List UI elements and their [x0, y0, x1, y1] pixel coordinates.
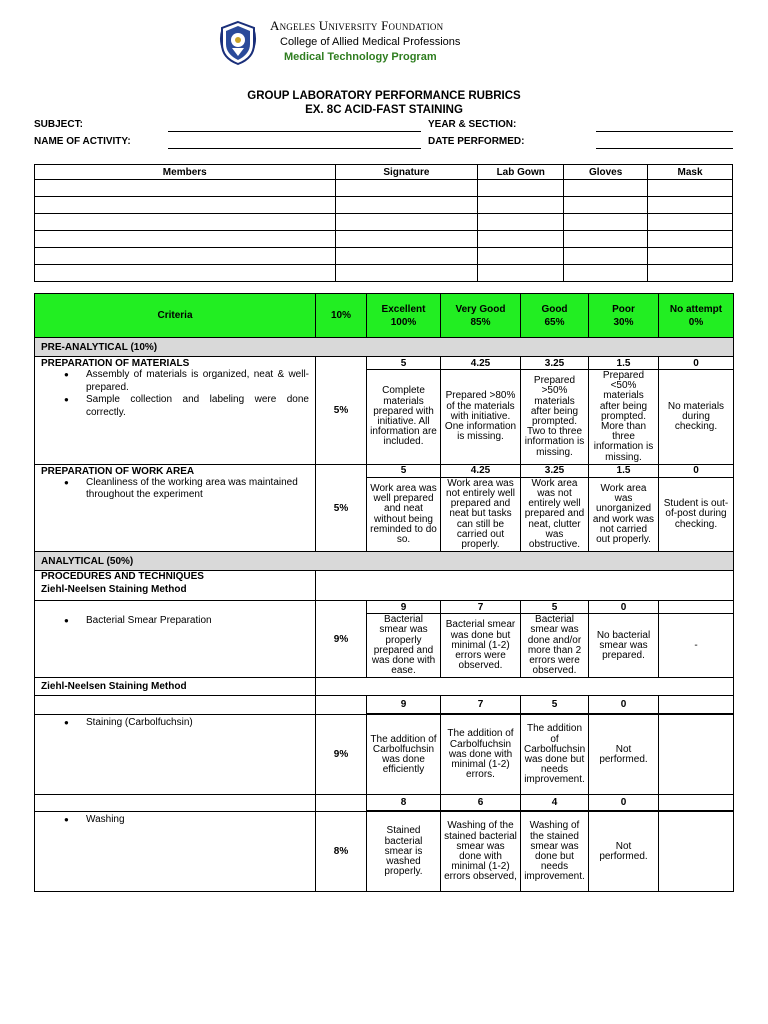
procedures-heading: PROCEDURES AND TECHNIQUES Ziehl-Neelsen Staining Method: [35, 571, 316, 601]
signature-cell[interactable]: [335, 180, 478, 197]
smear-criteria: [35, 601, 316, 678]
description-cell: The addition of Carbolfuchsin was done efficiently: [367, 715, 441, 795]
table-row: [35, 571, 734, 601]
description-cell: Stained bacterial smear is washed properly.: [367, 812, 441, 892]
blank-cell: [316, 571, 734, 601]
description-cell: Washing of the stained bacterial smear was done with minimal (1-2) errors observed,: [441, 812, 521, 892]
description-cell: Washing of the stained smear was done but needs improvement.: [521, 812, 589, 892]
table-row: [35, 180, 733, 197]
score-cell: [659, 601, 734, 614]
program-name: Medical Technology Program: [284, 51, 437, 63]
mask-cell[interactable]: [648, 248, 733, 265]
subject-label: SUBJECT:: [34, 119, 83, 130]
washing-bullet-cell: [35, 812, 316, 892]
table-row: [35, 812, 734, 892]
staining-bullet-cell: [35, 715, 316, 795]
score-cell: 4.25: [441, 464, 521, 477]
excellent-header: Excellent 100%: [367, 294, 441, 338]
member-cell[interactable]: [35, 231, 336, 248]
description-cell: Student is out-of-post during checking.: [659, 477, 734, 551]
work-area-criteria: PREPARATION OF WORK AREA ● Cleanliness of the working area was maintained throughout the experiment: [35, 464, 316, 551]
description-cell: Not performed.: [589, 715, 659, 795]
table-row: [35, 231, 733, 248]
signature-cell[interactable]: [335, 214, 478, 231]
washing-weight: 8%: [316, 812, 367, 892]
score-cell: 8: [367, 795, 441, 811]
score-cell: 5: [367, 464, 441, 477]
score-cell: [659, 696, 734, 714]
member-cell[interactable]: [35, 214, 336, 231]
member-cell[interactable]: [35, 197, 336, 214]
gloves-cell[interactable]: [564, 197, 648, 214]
member-cell[interactable]: [35, 265, 336, 282]
member-cell[interactable]: [35, 180, 336, 197]
score-cell: 0: [659, 357, 734, 370]
header-text: [270, 18, 530, 63]
gloves-cell[interactable]: [564, 248, 648, 265]
description-cell: Work area was not entirely well prepared and neat, clutter was obstructive.: [521, 477, 589, 551]
table-row: [35, 464, 734, 477]
table-row: [35, 265, 733, 282]
description-cell: Bacterial smear was done and/or more than 2 errors were observed.: [521, 614, 589, 678]
materials-criteria: PREPARATION OF MATERIALS ● Assembly of materials is organized, neat & well-prepared. ● Sample collection and labeling were done correctly.: [35, 357, 316, 465]
gloves-cell[interactable]: [564, 180, 648, 197]
blank-cell: [316, 678, 734, 696]
title-line-1: GROUP LABORATORY PERFORMANCE RUBRICS: [247, 90, 521, 102]
list-item: ● Assembly of materials is organized, neat & well-prepared.: [41, 369, 309, 394]
very-good-header: Very Good 85%: [441, 294, 521, 338]
table-row: [35, 715, 734, 795]
table-row: [35, 678, 734, 696]
score-cell: 3.25: [521, 464, 589, 477]
description-cell: -: [659, 614, 734, 678]
blank-cell: [316, 795, 367, 812]
table-row: [35, 197, 733, 214]
description-cell: Bacterial smear was properly prepared and was done with ease.: [367, 614, 441, 678]
score-cell: 4: [521, 795, 589, 811]
score-cell: 0: [589, 601, 659, 614]
date-performed-label: DATE PERFORMED:: [428, 136, 525, 147]
section-row: [35, 338, 734, 357]
no-attempt-header: No attempt 0%: [659, 294, 734, 338]
score-cell: 1.5: [589, 357, 659, 370]
table-row: [35, 214, 733, 231]
criteria-header: Criteria: [35, 294, 316, 338]
lab-gown-col-header: Lab Gown: [478, 165, 564, 180]
list-item: ● Sample collection and labeling were done correctly.: [41, 394, 309, 419]
year-section-field[interactable]: [596, 131, 733, 132]
method-heading: Ziehl-Neelsen Staining Method: [35, 678, 316, 696]
table-row: [35, 696, 734, 714]
description-cell: The addition of Carbolfuchsin was done with minimal (1-2) errors.: [441, 715, 521, 795]
list-item: ● Bacterial Smear Preparation: [41, 615, 309, 628]
description-cell: No materials during checking.: [659, 370, 734, 465]
member-cell[interactable]: [35, 248, 336, 265]
table-row: [35, 601, 734, 614]
gloves-cell[interactable]: [564, 214, 648, 231]
washing-criteria: [35, 795, 316, 812]
score-cell: 9: [367, 601, 441, 614]
members-header-row: [35, 165, 733, 180]
gloves-col-header: Gloves: [564, 165, 648, 180]
pre-analytical-label: PRE-ANALYTICAL (10%): [35, 338, 734, 357]
description-cell: [659, 715, 734, 795]
list-item: ● Cleanliness of the working area was maintained throughout the experiment: [41, 477, 309, 502]
section-row: [35, 552, 734, 571]
rubric-table: [34, 293, 734, 892]
score-cell: 3.25: [521, 357, 589, 370]
lab-gown-cell[interactable]: [478, 214, 564, 231]
materials-weight: 5%: [316, 357, 367, 465]
signature-cell[interactable]: [335, 248, 478, 265]
signature-cell[interactable]: [335, 231, 478, 248]
score-cell: 9: [367, 696, 441, 714]
mask-cell[interactable]: [648, 265, 733, 282]
score-cell: 4.25: [441, 357, 521, 370]
document-header: [0, 18, 768, 70]
mask-col-header: Mask: [648, 165, 733, 180]
gloves-cell[interactable]: [564, 265, 648, 282]
score-cell: 6: [441, 795, 521, 811]
institution-name: Angeles University Foundation: [270, 18, 444, 33]
document-title: [0, 89, 768, 117]
blank-cell: [316, 696, 367, 715]
activity-label: NAME OF ACTIVITY:: [34, 136, 131, 147]
mask-cell[interactable]: [648, 214, 733, 231]
description-cell: Work area was unorganized and work was not carried out properly.: [589, 477, 659, 551]
description-cell: Prepared >80% of the materials with initiative. One information is missing.: [441, 370, 521, 465]
list-item: ● Washing: [41, 814, 309, 827]
description-cell: Prepared >50% materials after being prompted. Two to three information is missing.: [521, 370, 589, 465]
signature-cell[interactable]: [335, 265, 478, 282]
smear-weight: 9%: [316, 601, 367, 678]
activity-field[interactable]: [168, 148, 421, 149]
score-cell: 5: [521, 696, 589, 714]
lab-gown-cell[interactable]: [478, 197, 564, 214]
gloves-cell[interactable]: [564, 231, 648, 248]
score-cell: 0: [589, 795, 659, 811]
list-item: ● Staining (Carbolfuchsin): [41, 717, 309, 730]
mask-cell[interactable]: [648, 197, 733, 214]
score-cell: 7: [441, 696, 521, 714]
staining-weight: 9%: [316, 715, 367, 795]
lab-gown-cell[interactable]: [478, 180, 564, 197]
description-cell: Complete materials prepared with initiative. All information are included.: [367, 370, 441, 465]
mask-cell[interactable]: [648, 231, 733, 248]
description-cell: Bacterial smear was done but minimal (1-2) errors were observed.: [441, 614, 521, 678]
description-cell: Work area was not entirely well prepared and neat but tasks can still be carried out properly.: [441, 477, 521, 551]
analytical-label: ANALYTICAL (50%): [35, 552, 734, 571]
signature-col-header: Signature: [335, 165, 478, 180]
description-cell: Not performed.: [589, 812, 659, 892]
year-section-label: YEAR & SECTION:: [428, 119, 517, 130]
rubric-header-row: [35, 294, 734, 338]
score-cell: 5: [521, 601, 589, 614]
score-cell: 0: [659, 464, 734, 477]
work-area-weight: 5%: [316, 464, 367, 551]
members-table: [34, 164, 733, 282]
poor-header: Poor 30%: [589, 294, 659, 338]
title-line-2: EX. 8C ACID-FAST STAINING: [305, 104, 463, 116]
lab-gown-cell[interactable]: [478, 265, 564, 282]
description-cell: No bacterial smear was prepared.: [589, 614, 659, 678]
description-cell: The addition of Carbolfuchsin was done but needs improvement.: [521, 715, 589, 795]
members-col-header: Members: [35, 165, 336, 180]
score-cell: [659, 795, 734, 811]
subject-field[interactable]: [168, 131, 421, 132]
score-cell: 7: [441, 601, 521, 614]
lab-gown-cell[interactable]: [478, 248, 564, 265]
description-cell: [659, 812, 734, 892]
score-cell: 0: [589, 696, 659, 714]
staining-criteria: [35, 696, 316, 715]
good-header: Good 65%: [521, 294, 589, 338]
college-name: College of Allied Medical Professions: [280, 36, 461, 48]
score-cell: 1.5: [589, 464, 659, 477]
table-row: [35, 248, 733, 265]
date-performed-field[interactable]: [596, 148, 733, 149]
weight-header: 10%: [316, 294, 367, 338]
university-seal-icon: [218, 20, 258, 66]
table-row: [35, 357, 734, 370]
table-row: [35, 795, 734, 811]
lab-gown-cell[interactable]: [478, 231, 564, 248]
score-cell: 5: [367, 357, 441, 370]
mask-cell[interactable]: [648, 180, 733, 197]
description-cell: Work area was well prepared and neat without being reminded to do so.: [367, 477, 441, 551]
signature-cell[interactable]: [335, 197, 478, 214]
description-cell: Prepared <50% materials after being prompted. More than three information is missing.: [589, 370, 659, 465]
